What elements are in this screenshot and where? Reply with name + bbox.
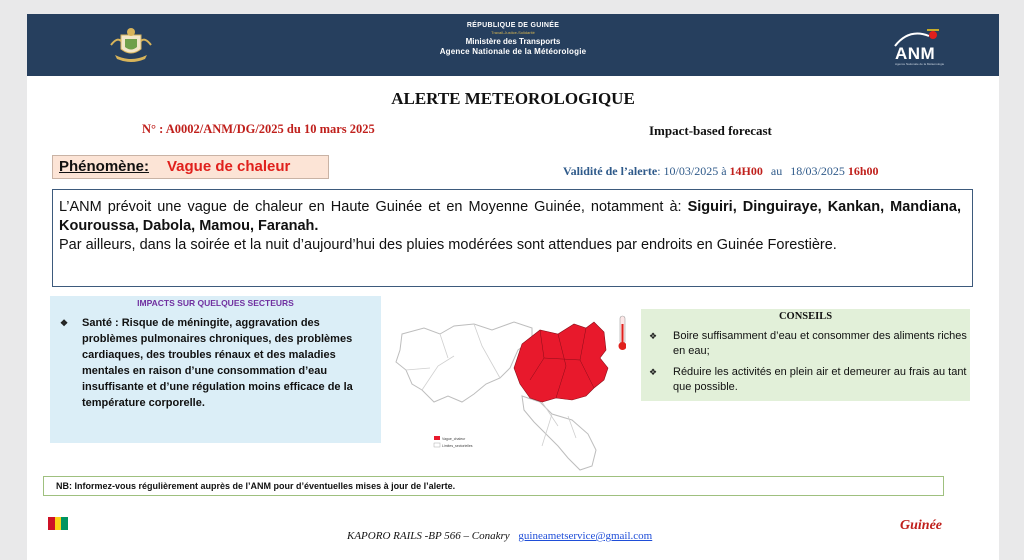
flag-green-band [61, 517, 68, 530]
thermometer-icon [619, 316, 627, 350]
footer-email-link[interactable]: guineametservice@gmail.com [518, 530, 653, 542]
footer-address: KAPORO RAILS -BP 566 – Conakry [347, 530, 510, 542]
conseils-heading: CONSEILS [778, 311, 833, 322]
footer-address-line [347, 530, 652, 542]
phenomene-value: Vague de chaleur [167, 158, 291, 175]
forecast-box [52, 189, 973, 287]
validity-end-date: 18/03/2025 [790, 164, 848, 178]
validity-end-hour: 16h00 [847, 164, 879, 178]
ministry-name: Ministère des Transports [465, 37, 561, 46]
document-title: ALERTE METEOROLOGIQUE [391, 89, 635, 108]
alert-document [27, 14, 999, 560]
anm-logo-text: ANM [895, 44, 936, 63]
header-banner [27, 14, 999, 76]
anm-logo-subtext: Agence Nationale de la Météorologie [895, 62, 945, 66]
national-motto: Travail-Justice-Solidarité [491, 30, 535, 35]
flag-red-band [48, 517, 55, 530]
anm-logo-icon [889, 26, 953, 66]
agency-name: Agence Nationale de la Météorologie [439, 47, 587, 56]
republic-name: RÉPUBLIQUE DE GUINÉE [466, 22, 560, 29]
forecast-paragraph-2: Par ailleurs, dans la soirée et la nuit d’aujourd’hui des pluies modérées sont attendues par endroits en Guinée Forestière. [59, 237, 837, 253]
conseil-item-2 [649, 365, 967, 395]
header-title-block [327, 22, 699, 56]
diamond-bullet-icon: ❖ [649, 331, 658, 341]
legend-swatch-heatwave [434, 436, 440, 440]
guinea-alert-map [382, 306, 626, 474]
guinee-brand-logo: Guinée [900, 518, 942, 533]
validity-start-date: : 10/03/2025 à [657, 164, 730, 178]
nb-note: NB: Informez-vous régulièrement auprès de l’ANM pour d’éventuelles mises à jour de l’alerte. [43, 476, 944, 496]
conseil-text-2: Réduire les activités en plein air et demeurer au frais au tant que possible. [673, 366, 967, 393]
phenomene-label: Phénomène: [59, 158, 150, 175]
validity-label: Validité de l’alerte [563, 164, 658, 178]
phenomene-box [52, 155, 329, 179]
impact-item-text: Santé : Risque de méningite, aggravation des problèmes pulmonaires chroniques, des problèmes cardiaques, des troubles rénaux et des maladies mentales en raison d’une consommation d’eau insuffisante et d’une régulation moins efficace de la température corporelle. [82, 317, 353, 409]
forecast-text: L’ANM prévoit une vague de chaleur en Haute Guinée et en Moyenne Guinée, notamment à: [59, 199, 688, 215]
forecast-paragraph-1 [59, 198, 961, 236]
conseils-panel [641, 309, 970, 401]
impacts-panel [50, 296, 381, 443]
alert-reference: N° : A0002/ANM/DG/2025 du 10 mars 2025 [142, 122, 375, 136]
validity-separator: au [770, 164, 783, 178]
flag-yellow-band [55, 517, 62, 530]
map-outline-south [522, 396, 596, 470]
legend-label-heatwave: Vague_chaleur [442, 437, 466, 441]
guinea-flag-icon [48, 517, 68, 530]
conseil-text-1: Boire suffisamment d’eau et consommer des aliments riches en eau; [673, 330, 967, 357]
impacts-heading: IMPACTS SUR QUELQUES SECTEURS [137, 298, 294, 308]
alert-validity [563, 164, 879, 179]
coat-of-arms-icon [107, 25, 155, 65]
diamond-bullet-icon: ❖ [60, 318, 69, 328]
legend-swatch-boundaries [434, 443, 440, 447]
validity-start-hour: 14H00 [729, 164, 763, 178]
legend-label-boundaries: Limites_sectorielles [442, 444, 473, 448]
map-outline-west [396, 322, 532, 402]
forecast-cities: Siguiri, Dinguiraye, Kankan, Mandiana, Kouroussa, Dabola, Mamou, Faranah. [59, 199, 962, 234]
conseil-item-1 [649, 329, 967, 359]
impact-based-forecast-label: Impact-based forecast [649, 123, 772, 138]
impact-item-sante [60, 315, 374, 411]
diamond-bullet-icon: ❖ [649, 367, 658, 377]
